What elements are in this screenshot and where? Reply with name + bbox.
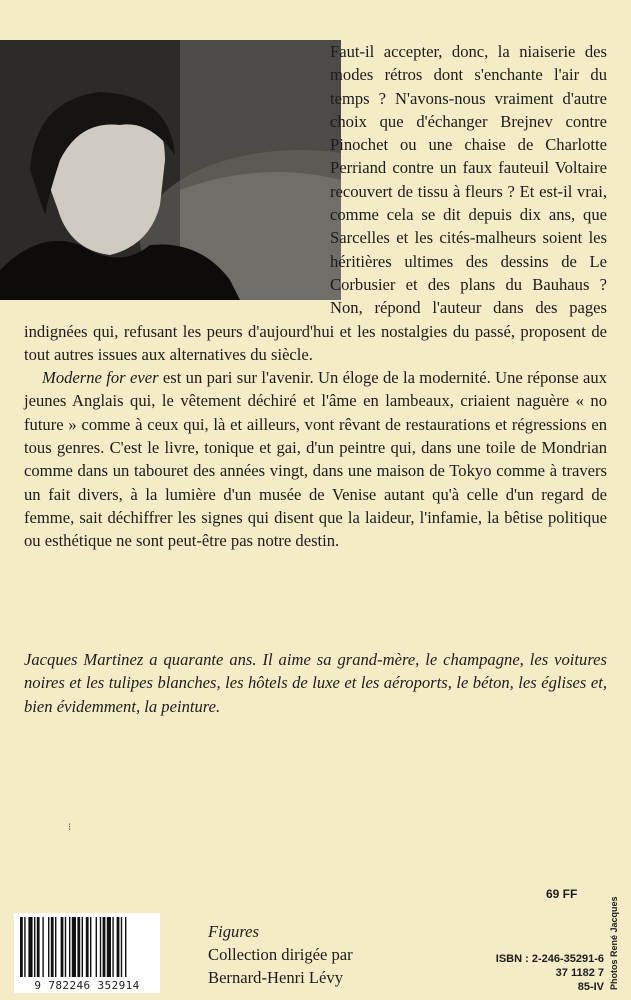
isbn-line: ISBN : 2-246-35291-6 <box>495 953 604 965</box>
barcode-bars <box>14 913 160 979</box>
print-speck: ⁝ <box>68 822 72 833</box>
description-paragraph-1: Faut-il accepter, donc, la niaiserie des modes rétros dont s'enchante l'air du temps ? N'avons-nous vraiment d'autre choix que d'échanger Brejnev contre Pinochet ou une chaise de Charlotte Perriand contre un faux fauteuil Voltaire recouvert de tissu à fleurs ? Et est-il vrai, comme cela se dit depuis dix ans, que Sarcelles et les cités-malheurs soient les héritières ultimes des dessins de Le Corbusier et des plans du Bauhaus ? Non, répond l'auteur dans des pages indignées qui, refusant les peurs d'aujourd'hui et les nostalgies du passé, proposent de tout autres issues aux alternatives du siècle. <box>24 42 607 364</box>
barcode <box>14 913 160 993</box>
main-description <box>0 40 631 553</box>
collection-line: Collection dirigée par <box>208 945 353 964</box>
photo-float-spacer <box>0 40 330 302</box>
description-paragraph-2 <box>24 366 607 552</box>
price: 69 FF <box>546 887 578 901</box>
book-title-inline: Moderne for ever <box>42 368 159 388</box>
description-paragraph-2-text: est un pari sur l'avenir. Un éloge de la modernité. Une réponse aux jeunes Anglais qui, le vêtement déchiré et l'âme en lambeaux, criaient naguère « no future » comme à ceux qui, là et ailleurs, vont rêvant de restaurations et régressions en tous genres. C'est le livre, tonique et gai, d'un peintre qui, dans une toile de Mondrian comme dans un tabouret des années vingt, dans une maison de Tokyo comme à travers un fait divers, à la lumière d'un musée de Venise autant qu'à celle d'un regard de femme, sait déchiffrer les signes qui disent que la laideur, l'infamie, la bêtise politique ou esthétique ne sont peut-être pas notre destin. <box>24 368 607 551</box>
code-line-1: 37 1182 7 <box>555 967 604 979</box>
collection-series: Figures <box>208 922 260 941</box>
isbn-block <box>474 952 604 994</box>
code-line-2: 85-IV <box>577 981 604 993</box>
collection-info <box>208 920 438 989</box>
author-bio: Jacques Martinez a quarante ans. Il aime sa grand-mère, le champagne, les voitures noires et les tulipes blanches, les hôtels de luxe et les aéroports, le béton, les églises et, bien évidemment, la peinture. <box>24 650 607 716</box>
barcode-digits: 9 782246 352914 <box>14 979 160 992</box>
collection-editor: Bernard-Henri Lévy <box>208 968 343 987</box>
photo-credit: Photos René Jacques <box>609 896 619 990</box>
